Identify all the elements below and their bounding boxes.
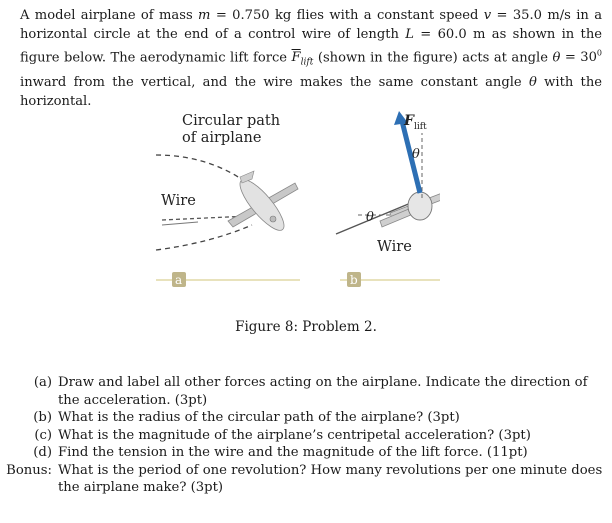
wire-line-a-solid: [162, 222, 198, 225]
lift-force-symbol: $\overline{F}_{lift}$: [291, 50, 314, 68]
path-label-line-2: of airplane: [182, 130, 262, 146]
question-text: What is the magnitude of the airplane’s centripetal acceleration? (3pt): [58, 427, 531, 443]
intro-text-3: inward from the vertical, and the wire makes the same constant angle: [20, 74, 522, 90]
question-label: (a): [33, 375, 52, 390]
question-c: [0, 427, 612, 445]
figure-svg: [140, 103, 440, 303]
question-bonus: [0, 462, 612, 497]
question-list: [0, 374, 612, 497]
airplane-b-icon: [380, 183, 440, 227]
panel-b-letter: b: [350, 273, 358, 287]
question-label: (b): [33, 410, 52, 425]
mass-value: = 0.750 kg flies with a constant speed: [215, 8, 479, 23]
intro-text-1: A model airplane of mass: [20, 8, 193, 23]
wire-label-b: Wire: [377, 239, 412, 255]
circular-path-arc-top: [156, 155, 250, 185]
problem-statement: [20, 6, 602, 111]
airplane-a-icon: [228, 171, 298, 236]
length-symbol: L: [405, 27, 414, 42]
theta-symbol: θ: [552, 50, 561, 66]
wire-label-a: Wire: [161, 193, 196, 209]
question-text: What is the radius of the circular path of the airplane? (3pt): [58, 410, 460, 425]
question-label: (c): [34, 427, 52, 443]
question-d: [0, 444, 612, 462]
question-b: [0, 409, 612, 427]
theta-label-top: θ: [412, 147, 420, 162]
theta-symbol-2: θ: [528, 74, 537, 90]
figure-8: [140, 103, 440, 303]
question-text: Draw and label all other forces acting on the airplane. Indicate the direction of the acceleration. (3pt): [58, 375, 588, 408]
question-text: Find the tension in the wire and the magnitude of the lift force. (11pt): [58, 445, 528, 460]
speed-symbol: v: [483, 8, 492, 23]
question-a: [0, 374, 612, 409]
lift-force-label: $F_{lift}$: [404, 113, 427, 132]
figure-caption: Figure 8: Problem 2.: [235, 319, 377, 335]
theta-label-bottom: θ: [366, 210, 374, 225]
intro-text-4: with the horizontal.: [20, 74, 603, 109]
panel-a-letter: a: [175, 273, 183, 287]
intro-text-2: (shown in the figure) acts at angle: [317, 50, 548, 66]
question-label: (d): [33, 445, 52, 460]
circular-path-arc-bottom: [156, 225, 252, 250]
question-text: What is the period of one revolution? How many revolutions per one minute does the airplane make? (3pt): [58, 462, 603, 495]
speed-value: = 35.0 m/s in a horizontal circle at the end of a control wire of length: [20, 8, 603, 42]
length-value: = 60.0 m as shown in the figure below. The aerodynamic lift force: [20, 27, 603, 66]
angle-value: = $30^0$: [564, 49, 603, 66]
path-label-line-1: Circular path: [182, 113, 281, 129]
question-label: Bonus:: [6, 462, 52, 478]
mass-symbol: m: [198, 8, 211, 23]
